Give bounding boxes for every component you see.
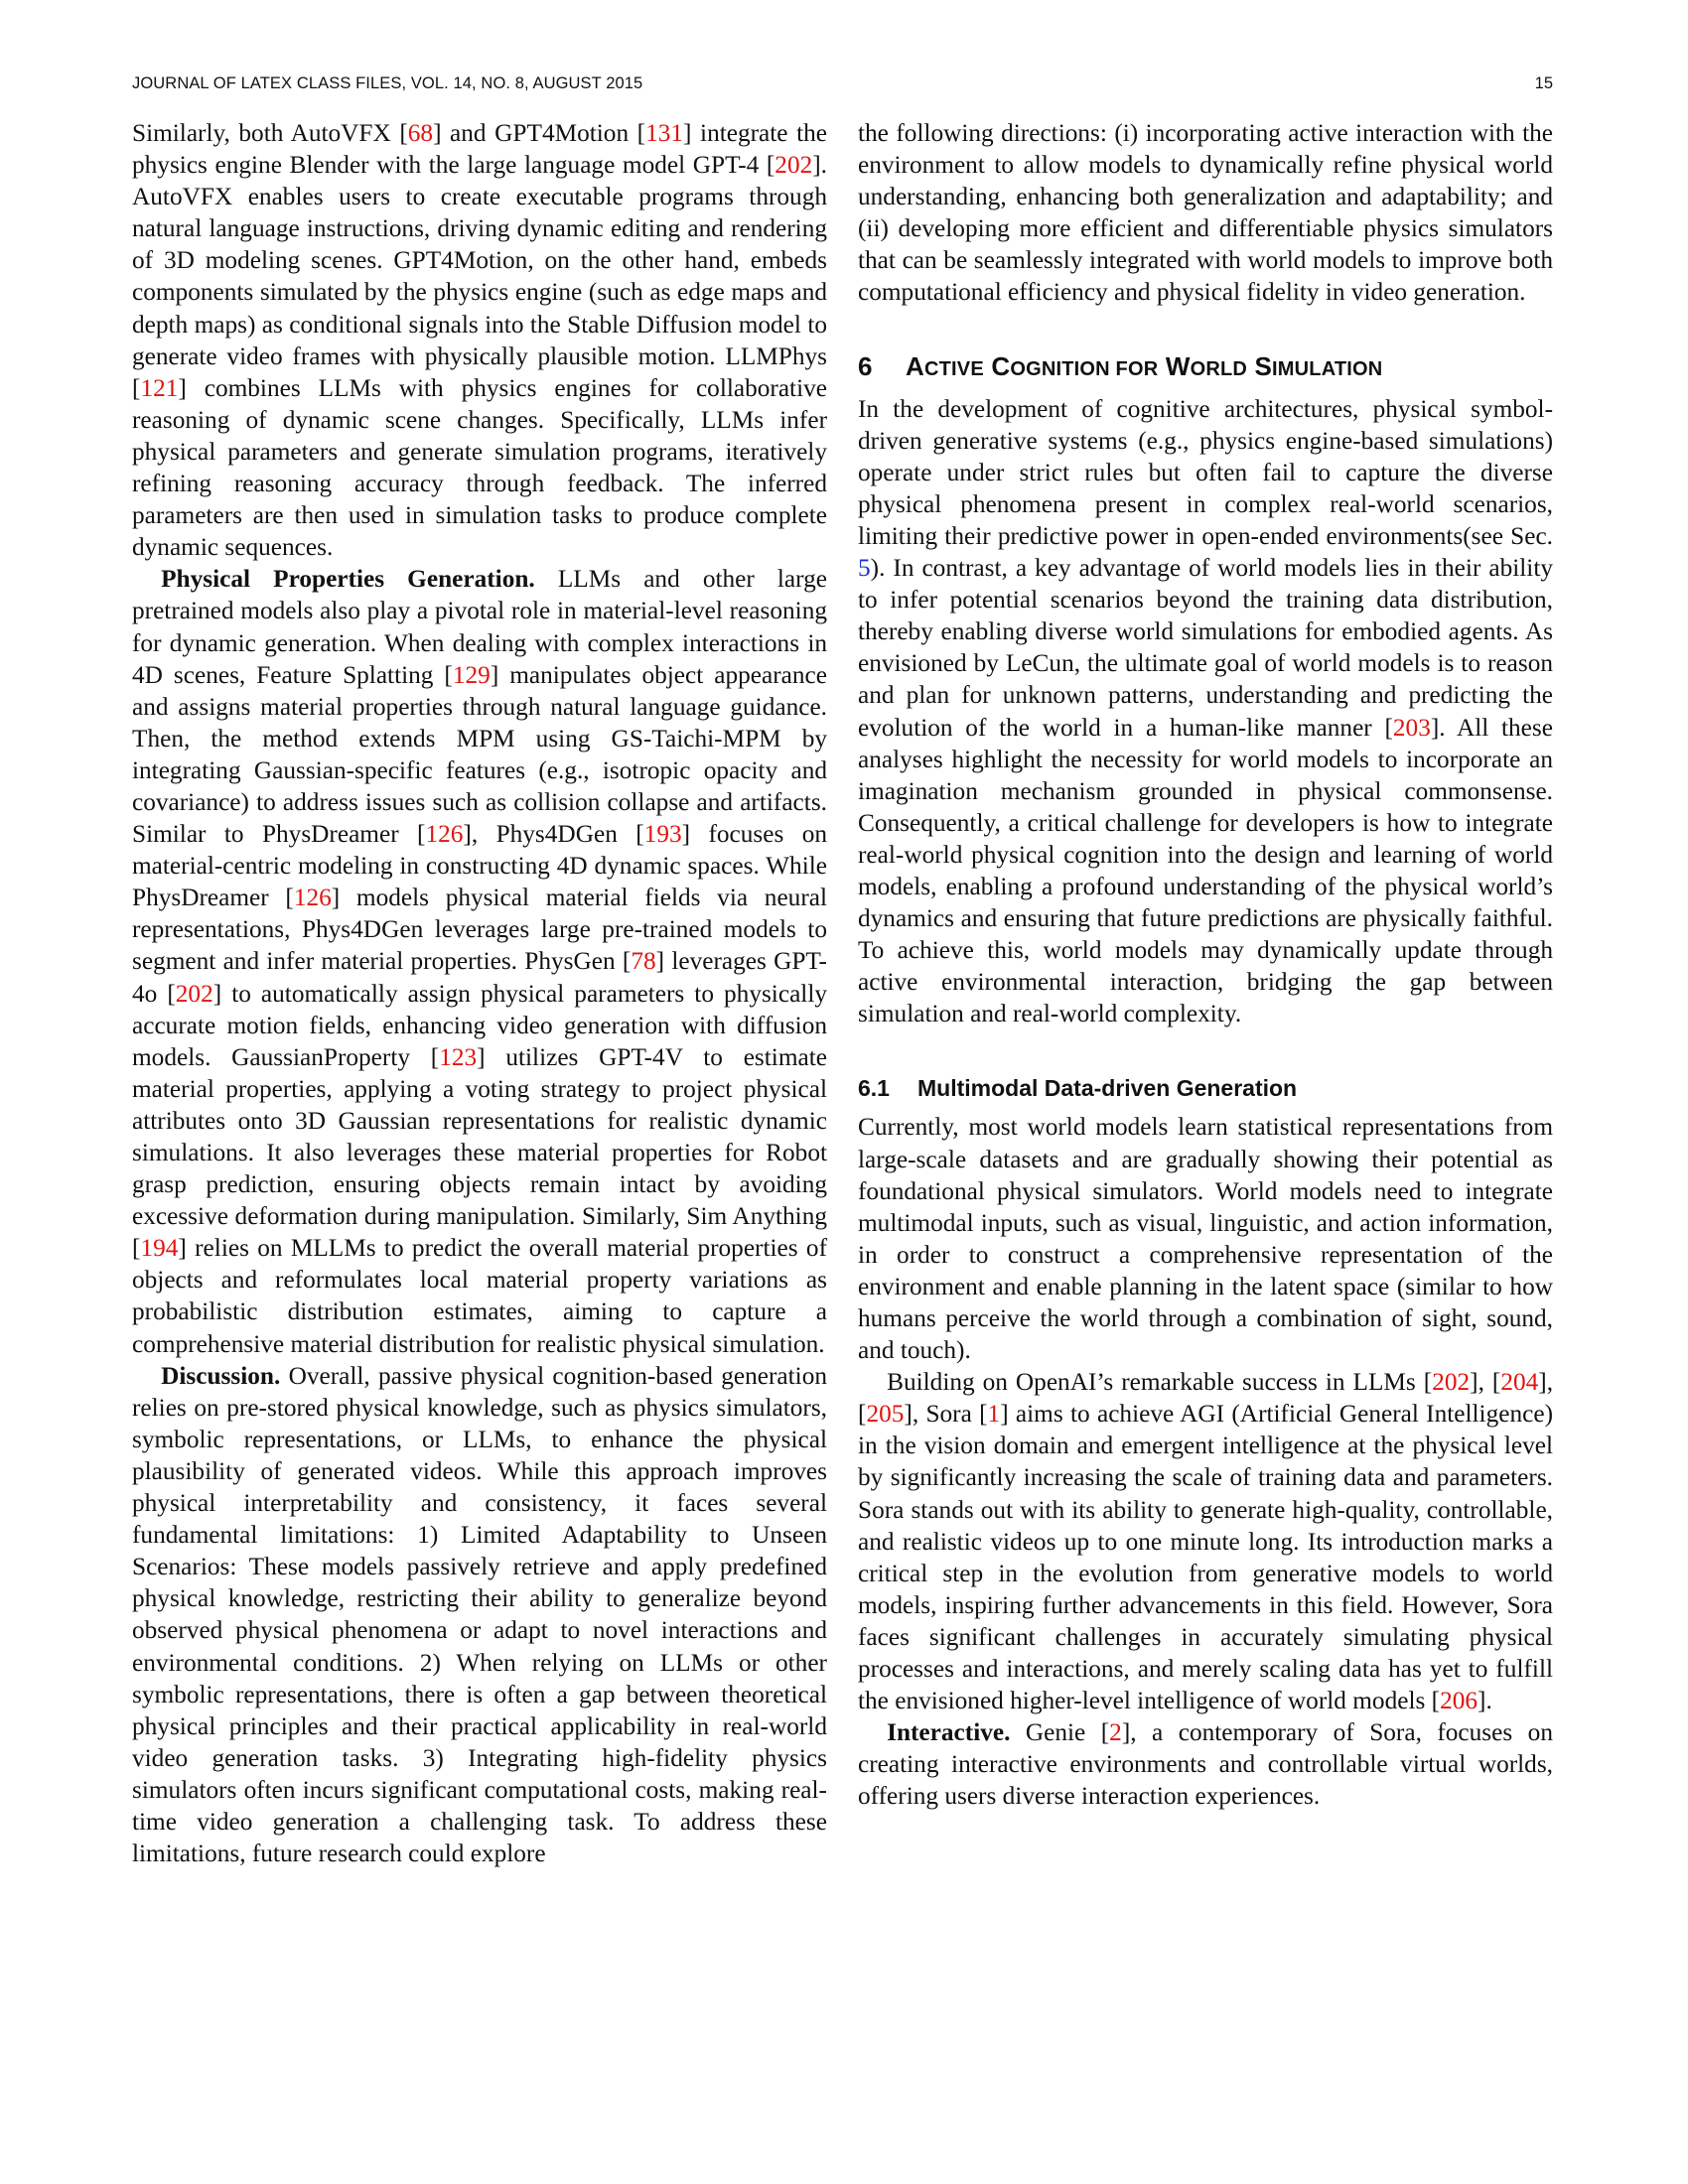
text: ]. (1477, 1687, 1492, 1715)
text: ] integrate the physics engine Blender with the large language model GPT-4 [ (132, 119, 828, 180)
text: Genie [ (1010, 1718, 1110, 1747)
running-header (132, 74, 1553, 98)
text: ). In contrast, a key advantage of world models lies in their ability to infer potential scenarios beyond the training data distribution, thereby enabling diverse world simulations for embodied agents. As envisioned by LeCun, the ultimate goal of world models is to reason and plan for unknown patterns, understanding and predicting the evolution of the world in a human-like manner [ (858, 554, 1553, 742)
text: ], Sora [ (904, 1400, 988, 1429)
text: ] relies on MLLMs to predict the overall material properties of objects and reformulates local material property variations as probabilistic distribution estimates, aiming to capture a comprehensive material distribution for realistic physical simulation. (132, 1234, 827, 1358)
citation-link[interactable]: 2 (1109, 1718, 1122, 1747)
citation-link[interactable]: 126 (293, 884, 332, 912)
paragraph-discussion (132, 1360, 827, 1870)
citation-link[interactable]: 205 (866, 1400, 905, 1429)
paragraph-sora (858, 1366, 1553, 1716)
section-number: 6 (858, 350, 873, 381)
text: ] manipulates object appearance and assigns material properties through natural language guidance. Then, the method extends MPM using GS-Taichi-MPM by integrating Gaussian-specific features (e.g., isotropic opacity and covariance) to address issues such as collision collapse and artifacts. Similar to PhysDreamer [ (132, 660, 827, 849)
text: ]. AutoVFX enables users to create executable programs through natural language instructions, driving dynamic editing and rendering of 3D modeling scenes. GPT4Motion, on the other hand, embeds components simulated by the physics engine (such as edge maps and depth maps) as conditional signals into the Stable Diffusion model to generate video frames with physically plausible motion. LLMPhys [ (132, 151, 827, 402)
citation-link[interactable]: 206 (1440, 1687, 1478, 1715)
journal-title: JOURNAL OF LATEX CLASS FILES, VOL. 14, NO. 8, AUGUST 2015 (132, 74, 643, 92)
paragraph-interactive (858, 1716, 1553, 1812)
citation-link[interactable]: 202 (175, 979, 213, 1008)
subsection-title: Multimodal Data-driven Generation (917, 1075, 1298, 1102)
left-column (132, 117, 827, 1869)
text: ] combines LLMs with physics engines for collaborative reasoning of dynamic scene changes. Specifically, LLMs infer physical parameters and generate simulation programs, iteratively refining reasoning accuracy through feedback. The inferred parameters are then used in simulation tasks to produce complete dynamic sequences. (132, 373, 827, 562)
text: OGNITION FOR (1010, 357, 1159, 380)
text: ], a contemporary of Sora, focuses on creating interactive environments and controllable virtual worlds, offering users diverse interaction experiences. (858, 1718, 1553, 1811)
text: ] and GPT4Motion [ (433, 119, 646, 147)
text: ] utilizes GPT-4V to estimate material properties, applying a voting strategy to project physical attributes onto 3D Gaussian representations for realistic dynamic simulations. It also leverages these material properties for Robot grasp prediction, ensuring objects remain intact by avoiding excessive deformation during manipulation. Similarly, Sim Anything [ (132, 1042, 827, 1263)
citation-link[interactable]: 193 (643, 820, 682, 849)
text: ], Phys4DGen [ (463, 820, 644, 849)
run-in-heading: Physical Properties Generation. (161, 565, 535, 594)
text: C (991, 350, 1011, 381)
citation-link[interactable]: 204 (1500, 1368, 1539, 1397)
paragraph-cognitive-architectures (858, 393, 1553, 1030)
text: ] models physical material fields via neural representations, Phys4DGen leverages large pre-trained models to segment and infer material properties. PhysGen [ (132, 884, 827, 976)
citation-link[interactable]: 121 (140, 373, 179, 402)
text: ] aims to achieve AGI (Artificial General Intelligence) in the vision domain and emergent intelligence at the physical level by significantly increasing the scale of training data and parameters. Sora stands out with its ability to generate high-quality, controllable, and realistic videos up to one minute long. Its introduction marks a critical step in the evolution from generative models to world models, inspiring further advancements in this field. However, Sora faces significant challenges in accurately simulating physical processes and interactions, and merely scaling data has yet to fulfill the envisioned higher-level intelligence of world models [ (858, 1400, 1553, 1715)
text: W (1165, 350, 1191, 381)
section-link[interactable]: 5 (858, 554, 871, 583)
text: ] to automatically assign physical parameters to physically accurate motion fields, enhancing video generation with diffusion models. GaussianProperty [ (132, 979, 827, 1071)
page-number: 15 (1534, 74, 1553, 92)
text: ] focuses on material-centric modeling in constructing 4D dynamic spaces. While PhysDreamer [ (132, 820, 828, 912)
text: ORLD (1190, 357, 1248, 380)
citation-link[interactable]: 1 (987, 1400, 1001, 1429)
subsection-heading (858, 1073, 1553, 1103)
citation-link[interactable]: 129 (452, 660, 491, 689)
section-heading (858, 350, 1553, 385)
paragraph-future-directions: the following directions: (i) incorporating active interaction with the environment to allow models to dynamically refine physical world understanding, enhancing both generalization and adaptability; and (ii) developing more efficient and differentiable physics simulators that can be seamlessly integrated with world models to improve both computational efficiency and physical fidelity in video generation. (858, 119, 1553, 307)
citation-link[interactable]: 202 (774, 151, 813, 180)
text: ], [ (858, 1368, 1554, 1429)
text: ] leverages GPT-4o [ (132, 947, 827, 1008)
subsection-number: 6.1 (858, 1075, 890, 1102)
text: CTIVE (923, 357, 984, 380)
text: ], [ (1470, 1368, 1501, 1397)
citation-link[interactable]: 194 (140, 1234, 179, 1263)
text: In the development of cognitive architectures, physical symbol-driven generative systems (e.g., physics engine-based simulations) operate under strict rules but often fail to capture the diverse physical phenomena present in complex real-world scenarios, limiting their predictive power in open-ended environments(see Sec. (858, 394, 1553, 550)
run-in-heading: Discussion. (161, 1361, 281, 1390)
right-column (858, 117, 1553, 1813)
text: ]. All these analyses highlight the necessity for world models to incorporate an imagination mechanism grounded in physical commonsense. Consequently, a critical challenge for developers is how to integrate real-world physical cognition into the design and learning of world models, enabling a profound understanding of the physical world’s dynamics and ensuring that future predictions are physically faithful. To achieve this, world models may dynamically update through active environmental interaction, bridging the gap between simulation and real-world complexity. (858, 713, 1553, 1028)
text: S (1254, 350, 1273, 381)
text: A (906, 350, 924, 381)
citation-link[interactable]: 131 (645, 119, 684, 147)
citation-link[interactable]: 123 (439, 1042, 478, 1071)
text: IMULATION (1272, 357, 1383, 380)
citation-link[interactable]: 202 (1432, 1368, 1471, 1397)
text: Similarly, both AutoVFX [ (132, 119, 408, 147)
citation-link[interactable]: 203 (1392, 713, 1431, 742)
citation-link[interactable]: 126 (425, 820, 464, 849)
paragraph-physical-properties (132, 563, 827, 1359)
citation-link[interactable]: 78 (631, 947, 656, 976)
text: Building on OpenAI’s remarkable success in LLMs [ (887, 1368, 1433, 1397)
run-in-heading: Interactive. (887, 1718, 1011, 1747)
paragraph-llm-physics-engines (132, 117, 827, 563)
text: Overall, passive physical cognition-based generation relies on pre-stored physical knowledge, such as physics simulators, symbolic representations, or LLMs, to enhance the physical plausibility of generated videos. While this approach improves physical interpretability and consistency, it faces several fundamental limitations: 1) Limited Adaptability to Unseen Scenarios: These models passively retrieve and apply predefined physical knowledge, restricting their ability to generalize beyond observed physical phenomena or adapt to novel interactions and environmental conditions. 2) When relying on LLMs or other symbolic representations, there is often a gap between theoretical physical principles and their practical applicability in real-world video generation tasks. 3) Integrating high-fidelity physics simulators often incurs significant computational costs, making real-time video generation a challenging task. To address these limitations, future research could explore (132, 1361, 827, 1868)
paragraph-multimodal: Currently, most world models learn statistical representations from large-scale datasets and are gradually showing their potential as foundational physical simulators. World models need to integrate multimodal inputs, such as visual, linguistic, and action information, in order to construct a comprehensive representation of the environment and enable planning in the latent space (similar to how humans perceive the world through a combination of sight, sound, and touch). (858, 1113, 1553, 1365)
citation-link[interactable]: 68 (407, 119, 434, 147)
text: LLMs and other large pretrained models also play a pivotal role in material-level reasoning for dynamic generation. When dealing with complex interactions in 4D scenes, Feature Splatting [ (132, 565, 827, 689)
